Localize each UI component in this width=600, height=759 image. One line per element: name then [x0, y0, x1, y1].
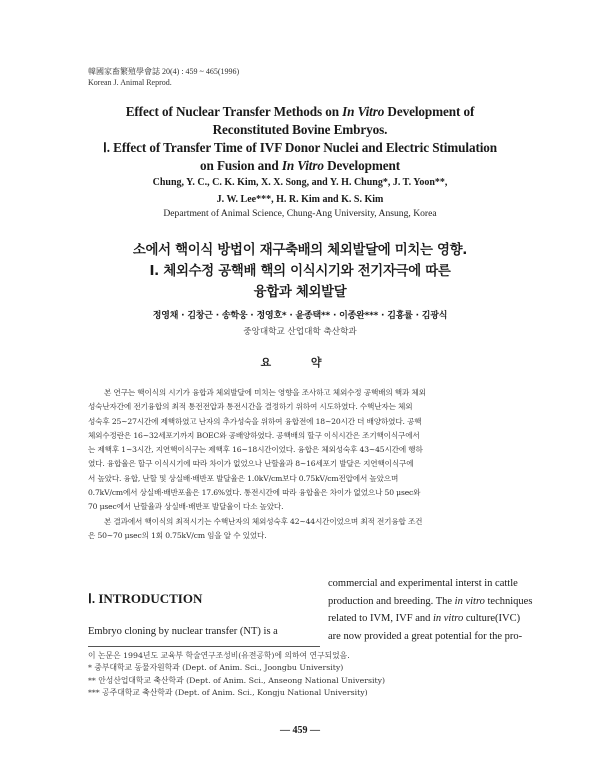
english-title-line-1: Effect of Nuclear Transfer Methods on In Vitro Development of: [125, 104, 475, 119]
abstract-line: 성숙후 25~27시간에 제핵하였고 난자의 추가성숙을 위하여 융합전에 18~20시간 더 배양하였다. 공핵: [88, 416, 422, 426]
abstract-line: 본 연구는 핵이식의 시기가 융합과 체외발달에 미치는 영향을 조사하고 체외수정 공핵배의 핵과 체외: [104, 388, 426, 397]
abstract-line: 였다. 융합율은 할구 이식시기에 따라 차이가 없었으나 난할율과 8~16세포기 발달은 지연핵이식구에: [88, 459, 414, 469]
journal-citation: [88, 66, 239, 88]
english-affiliation: Department of Animal Science, Chung-Ang University, Ansung, Korea: [163, 208, 437, 219]
english-title: [60, 103, 540, 175]
footnote-affiliation: * 중부대학교 동물자원학과 (Dept. of Anim. Sci., Joongbu University): [88, 663, 344, 673]
footnote-affiliation: ** 안성산업대학교 축산학과 (Dept. of Anim. Sci., Anseong National University): [88, 675, 386, 685]
abstract-line: 본 결과에서 핵이식의 최적시기는 수핵난자의 체외성숙후 42~44시간이었으며 최적 전기융합 조건: [104, 516, 423, 526]
english-title-line-4: on Fusion and In Vitro Development: [200, 158, 400, 173]
english-authors-line-1: Chung, Y. C., C. K. Kim, X. X. Song, and Y. H. Chung*, J. T. Yoon**,: [152, 177, 448, 188]
introduction-text-left: Embryo cloning by nuclear transfer (NT) is a: [88, 626, 278, 637]
introduction-text-right: [328, 575, 533, 645]
korean-abstract: [88, 386, 515, 543]
english-authors-line-2: J. W. Lee***, H. R. Kim and K. S. Kim: [216, 194, 384, 205]
korean-authors: 정영채 · 김창근 · 송학웅 · 정영호* · 윤종택** · 이종완*** · 김홍률 · 김광식: [152, 311, 448, 321]
english-title-line-2: Reconstituted Bovine Embryos.: [212, 122, 388, 137]
english-authors: [60, 174, 540, 208]
korean-title: [60, 240, 540, 303]
abstract-line: 은 50~70 μsec의 1회 0.75kV/cm 임을 알 수 있었다.: [88, 530, 267, 540]
page-number: — 459 —: [280, 725, 320, 736]
journal-citation-english: Korean J. Animal Reprod.: [88, 78, 172, 87]
footnote-divider: [88, 646, 320, 647]
abstract-line: 는 제핵후 1~3시간, 지연핵이식구는 제핵후 16~18시간이었다. 융합은 체외성숙후 43~45시간에 행하: [88, 445, 423, 455]
footnote-affiliation: *** 공주대학교 축산학과 (Dept. of Anim. Sci., Kongju National University): [88, 688, 368, 698]
english-title-line-3: Ⅰ. Effect of Transfer Time of IVF Donor Nuclei and Electric Stimulation: [102, 140, 498, 155]
abstract-line: 성숙난자간에 전기융합의 최적 통전전압과 통전시간을 결정하기 위하여 시도하였다. 수핵난자는 체외: [88, 402, 413, 412]
intro-right-line-4: are now provided a great potential for the pro-: [328, 630, 523, 642]
footnote-funding: 이 논문은 1994년도 교육부 학술연구조성비(유전공학)에 의하여 연구되었음.: [88, 651, 350, 660]
abstract-line: 0.7kV/cm에서 상실배·배반포율은 17.6%였다. 통전시간에 따라 융합율은 차이가 없었으나 50 μsec와: [88, 488, 421, 498]
korean-title-line-3: 융합과 체외발달: [253, 285, 347, 300]
intro-right-line-1: commercial and experimental interst in cattle: [328, 578, 518, 589]
intro-right-line-3: related to IVM, IVF and in vitro culture(IVC): [328, 613, 521, 625]
intro-right-line-2: production and breeding. The in vitro techniques: [328, 595, 533, 607]
journal-citation-korean: 韓國家畜繁殖學會誌 20(4) : 459 ~ 465(1996): [88, 67, 240, 76]
korean-title-line-1: 소에서 핵이식 방법이 재구축배의 체외발달에 미치는 영향.: [132, 243, 468, 258]
korean-affiliation: 중앙대학교 산업대학 축산학과: [243, 327, 357, 337]
abstract-line: 서 높았다. 융합, 난할 및 상실배·배반포 발달율은 1.0kV/cm보다 0.75kV/cm전압에서 높았으며: [88, 473, 399, 483]
korean-title-line-2: Ⅰ. 체외수정 공핵배 핵의 이식시기와 전기자극에 따른: [149, 264, 451, 279]
introduction-heading: Ⅰ. INTRODUCTION: [88, 591, 203, 606]
footnotes: [88, 650, 385, 700]
abstract-line: 70 μsec에서 난할율과 상실배·배반포 발달율이 다소 높았다.: [88, 502, 284, 512]
abstract-line: 체외수정란은 16~32세포기까지 BOEC와 공배양하였다. 공핵배의 할구 이식시간은 조기핵이식구에서: [88, 430, 420, 440]
abstract-heading: 요 약: [260, 356, 340, 369]
